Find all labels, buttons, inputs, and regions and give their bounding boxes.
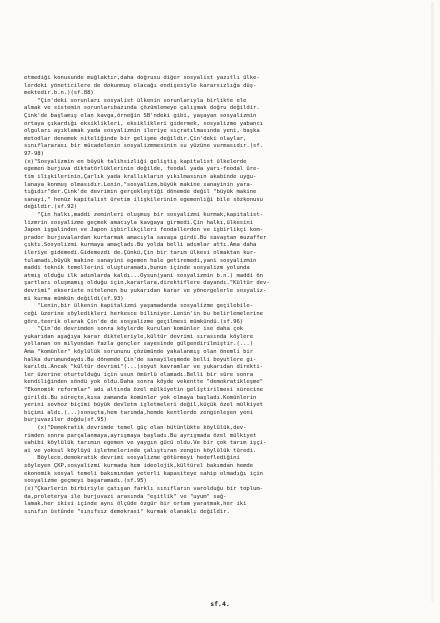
text-line: mektedir.b.n.)(sf.88) (24, 90, 94, 97)
text-line: ler üzerine oturtulduğu için usun ömürlü olamadı.Belli bir süre sonra (24, 371, 254, 378)
text-line: halka durumundaydı.Bu dönemde Çin'de sanayileşmede belli boyutlere gi- (24, 356, 257, 363)
text-line: maddi teknik temellerini oluşturamadı,bunun içinde sosyalizm yolunda (24, 265, 250, 272)
text-line: kendiliğinden söndü yok oldu.Daha sonra köyde vekentte "demokratikleşme" (24, 379, 264, 386)
text-line: "Çin halkı,maddi zeminleri oluşmuş bir sosyalizmi kurmak,kapitalist- (24, 211, 264, 218)
text-line: (x)"Sosyalizmin en büyük talihsizliği geliştiş kapitalist ülkelerde (24, 158, 247, 165)
text-line: Japon işgalinden ve Japon işbirlikçileri feodallerden ve işbirlikçi kom- (24, 227, 264, 234)
text-line: sahibi köylülük tarımın egemen ve yaygın gücü oldu.Ve bir çok tarım işçi- (24, 440, 267, 447)
text-line: prador burjuvalardan kurtarmak amacıyla savaşa girdi.Bu savaştan muzaffer (24, 234, 267, 241)
text-line: devrimi" ekseriste nitelenen bu yukarıdan karar ve yönergelerle sosyaliz- (24, 288, 267, 295)
text-line: (x)"Çkarlerin birbiriyle çatışan farklı sınıfların varolduğu bir toplum- (24, 485, 264, 492)
text-line: "Çin'de devrimden sonra köylerde kurulan komünler ise daha çok (24, 326, 244, 333)
text-line: lamak,her ikisi içinde aynı ölçüde özgür bir ortam yaratmak,her iki (24, 501, 247, 508)
text-line: tığıdır"der.Çink'de devrimin gerçekleştiği dönemde değil "büyük makine (24, 189, 257, 196)
text-line: yerini sovhoz biçimi büyük devletm işletmeleri değil,küçük özel mülkiyet (24, 402, 264, 409)
text-line: biçimi aldı.(...)sonuçta,hem tarımda,hemde kentlerde zenginleşen yeni (24, 409, 254, 416)
text-line: karıldı.Ancak "kültür devrimi"(...)soyut kavramlar ve yukarıdan direkti- (24, 364, 264, 371)
text-line: ai ve yoksul köylüyü işletmelerinde çalıştıran zengin köylülük türedi. (24, 447, 257, 454)
typed-text-block (24, 75, 416, 516)
text-line: metodlar denemek niteliğinde bir gelişme değildir.Çin'deki olaylar, (24, 135, 247, 142)
text-line: tulamadı,büyük makine sanayini egemen hale getiremedi,yani sosyalizmin (24, 257, 257, 264)
page-number: sf.4. (210, 600, 230, 608)
text-line: Böylece,demokratik devrimi sosyalizme götürmeyi hedeflediğini (24, 455, 240, 462)
text-line: "Lenin,bir ülkenin kapitalizmi yaşamadanda sosyalizme geçilebile- (24, 303, 254, 310)
text-line: atmış olduğu ilk adımlarda kaldı...Oysun(yani sosyalizmin b.n.) maddi ön (24, 272, 264, 279)
text-line: sosyalizme geçmeyi başaramadı.(sf.95) (24, 478, 147, 485)
text-line: etmediği konusunde muğlaktır,daha doğrusu diğer sosyalist yazıtlı ülke- (24, 75, 260, 81)
text-line: olguları ayıklamak yada sosyalizmin ileriye sıçratılmasında yeni, başka (24, 128, 260, 135)
scan-edge-shadow (431, 2, 434, 602)
text-line: ileriye gidemedi.Gidemezdi de.Çünkü,Çin bir tarım ülkesi olmaktan kur- (24, 250, 257, 257)
text-line: söyleyen ÇKP,sosyalizmi kurmada hem ideolojik,kültürel bakımdan hemde (24, 463, 254, 470)
text-line: Ama "komünler" köylülük sorununu çözümünde yakalanmış olan önemli bir (24, 348, 254, 355)
text-line: rimden sonra parçalanmaya,ayrışmaya başladı.Bu ayrışmada özel mülkiyet (24, 432, 257, 439)
text-line: şartları oluşmamış olduğu için,kararlara,direktiflere dayandı."Kültür dev- (24, 280, 270, 287)
text-line: 97-98) (24, 151, 44, 158)
text-line: "Çin'deki sorunları sosyalist ülkenin sorunlarıyla birlikte ele (24, 97, 247, 104)
text-line: sanayi," henüz kapitalist üretim ilişkilerinin egemenliği bile sözkonusu (24, 196, 264, 203)
text-line: lanaya konmuş olmasıdır.Lenin,"sosyalizm,büyük makine sanayinin yara- (24, 181, 254, 188)
text-line: yukarıdan aşağıya karar dikteleriyle,kültür devrimi sırasında köylere (24, 333, 254, 340)
text-line: tim ilişkilerinin,Çarlık yada krallıkların yıkılmasının akabinde uygu- (24, 173, 257, 180)
text-line: mi kurma mümkün değildi(sf.93) (24, 295, 124, 302)
text-line: Çink'de başlamış olan kavga,örneğin SB'ndeki gibi, yaşayan sosyalizmin (24, 113, 257, 120)
text-line: lerdeki yöneticilere de dokunmuş olacağı endişesiyle kararsızlığa düş- (24, 82, 257, 89)
text-line: da,proleterya ile burjuvazi arasında "eşitlik" ve "uyum" sağ- (24, 493, 227, 500)
text-line: çıktı.Sosyolizmi kurmaya amaçladı.Bu yolda belli adımlar attı.Ama daha (24, 242, 257, 249)
text-line: ortaya çıkardığı eksiklikleri, eksiklikleri gidermek, sosyalizme yabancı (24, 120, 264, 127)
text-line: almak ve sistemin sorunlarıbazında çözümlemeye çalışmak doğru değildir. (24, 105, 260, 112)
text-line: "Ekonomik reformlar" adı altında özel mülkiyetin geliştirilmesi sürecine (24, 386, 264, 393)
text-line: egemen burjuva diktatörlüklerinin değilde, feodal yada yarı-feodal üre- (24, 166, 260, 173)
text-line: burjuvaziler doğdu(sf.95) (24, 417, 107, 424)
text-line: (x)"Demokratik devrimde temel güç olan bütünlükte köylülük,dev- (24, 425, 247, 432)
text-line: sınıfın üstünde "sınıfsız demokrasi" kurmak olanaklı değildir. (24, 508, 230, 515)
text-line: ekonomik sosyal temeli bakımından yeterli kapasiteye sahip olmadığı için (24, 470, 264, 477)
text-line: lizmrin sosyalizme geçmek amacıyla kavgaya girmedi.Çin halkı,ülkesini (24, 219, 254, 226)
text-line: göre,teorik olarak Çin'de de sosyalizme geçilmesi mümkündü.(sf.96) (24, 318, 244, 325)
text-line: sınıflararası bir mücadelenin sosyalizmmesinin su yüzüne vurmasıdır.(sf. (24, 143, 264, 150)
text-line: değildir.(sf.92) (24, 204, 78, 211)
text-line: ceği üzerine söyledikleri herkesce biliniyor.Lenin'in bu belirlemelerine (24, 310, 264, 317)
text-line: girildi.Bu süreçte,kısa zamanda komünler yok olmaya başladı.Komünlerin (24, 394, 257, 401)
text-line: yollanan on milyondan fazla gençler sayesinde gülgendirilmiştir.(...) (24, 341, 254, 348)
